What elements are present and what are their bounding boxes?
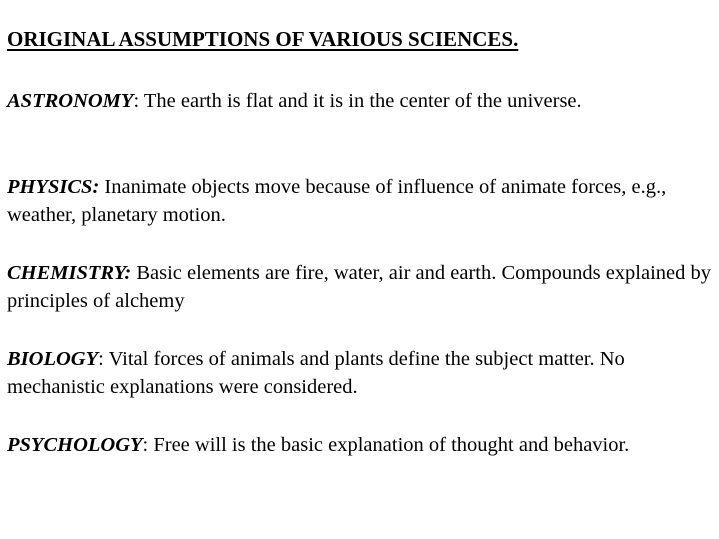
astronomy-paragraph [7, 87, 715, 115]
astronomy-text: The earth is flat and it is in the center of the universe. [139, 90, 582, 112]
page-title: ORIGINAL ASSUMPTIONS OF VARIOUS SCIENCES. [7, 27, 519, 51]
biology-paragraph [7, 345, 715, 401]
physics-label: PHYSICS: [7, 176, 100, 198]
physics-paragraph [7, 173, 715, 229]
psychology-label: PSYCHOLOGY [7, 434, 143, 456]
chemistry-label: CHEMISTRY: [7, 262, 132, 284]
document-page [7, 24, 715, 456]
psychology-separator: : [142, 434, 149, 456]
chemistry-paragraph [7, 259, 715, 315]
physics-text: Inanimate objects move because of influence of animate forces, e.g., weather, planetary motion. [7, 176, 667, 226]
astronomy-separator: : [133, 90, 140, 112]
chemistry-text: Basic elements are fire, water, air and earth. Compounds explained by principles of alchemy [7, 262, 712, 312]
psychology-text: Free will is the basic explanation of thought and behavior. [148, 434, 630, 456]
biology-separator: : [98, 348, 104, 370]
psychology-paragraph [7, 431, 715, 459]
astronomy-label: ASTRONOMY [7, 90, 134, 112]
biology-text: Vital forces of animals and plants define the subject matter. No mechanistic explanations were considered. [7, 348, 625, 398]
biology-label: BIOLOGY [7, 348, 99, 370]
